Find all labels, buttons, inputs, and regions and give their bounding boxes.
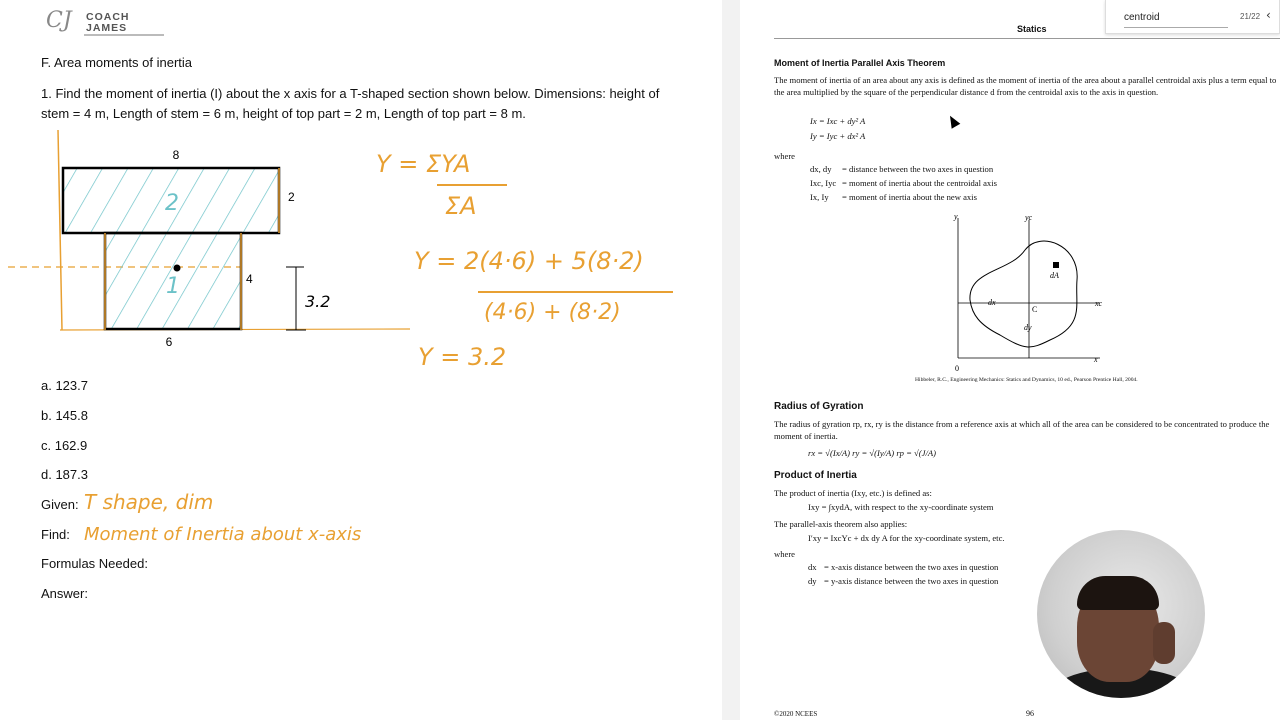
parallel-axis-figure (940, 210, 1120, 375)
fig-C: C (1032, 305, 1038, 314)
find-bar (1105, 0, 1280, 34)
choice-c: c. 162.9 (41, 438, 88, 453)
logo-monogram: CJ (46, 8, 72, 33)
find-match-count: 21/22 (1240, 12, 1261, 21)
find-previous-icon[interactable]: ‹ (1266, 8, 1271, 22)
hw-given-answer: T shape, dim (84, 490, 214, 514)
dim-stem-height: 4 (246, 272, 253, 286)
footer-copyright: ©2020 NCEES (774, 710, 818, 718)
def-sym-2: Ixc, Iyc (810, 178, 837, 188)
presenter-hand (1153, 622, 1175, 664)
hw-substitution-numerator: Y = 2(4·6) + 5(8·2) (414, 247, 644, 275)
parallel-axis-applies: The parallel-axis theorem also applies: (774, 519, 908, 529)
presenter-hair (1077, 576, 1159, 610)
hw-find-answer: Moment of Inertia about x-axis (84, 524, 362, 545)
choice-b: b. 145.8 (41, 408, 88, 423)
def2-text-2: = y-axis distance between the two axes in question (824, 576, 999, 586)
def-sym-3: Ix, Iy (810, 192, 829, 202)
page-gutter (722, 0, 740, 720)
footer-page-number: 96 (1026, 709, 1034, 718)
product-title: Product of Inertia (774, 470, 857, 481)
hw-substitution-denominator: (4·6) + (8·2) (484, 300, 621, 325)
find-label: Find: (41, 527, 70, 542)
find-input[interactable] (1124, 8, 1228, 28)
eq-ix: Ix = Ixc + dy² A (810, 116, 866, 126)
centroid-dot (174, 265, 181, 272)
fig-origin: 0 (955, 364, 959, 373)
choice-d: d. 187.3 (41, 467, 88, 482)
given-label: Given: (41, 497, 79, 512)
where-label-2: where (774, 549, 795, 559)
radius-body: The radius of gyration rp, rx, ry is the distance from a reference axis at which all of the area can be considered to be concentrated to produce the moment of inertia. (774, 419, 1270, 441)
def2-text-1: = x-axis distance between the two axes in question (824, 562, 999, 572)
fig-dy: dy (1024, 323, 1032, 332)
answer-label: Answer: (41, 586, 88, 601)
area-label-top: 2 (165, 191, 179, 216)
product-body: The product of inertia (Ixy, etc.) is defined as: (774, 488, 932, 498)
parallel-axis-eq: I′xy = IxcYc + dx dy A for the xy-coordinate system, etc. (808, 533, 1005, 543)
area-label-stem: 1 (166, 274, 180, 299)
webcam-overlay (1037, 530, 1205, 698)
fig-xc: xc (1095, 299, 1103, 308)
eq-iy: Iy = Iyc + dx² A (810, 131, 866, 141)
fig-y: y (954, 212, 958, 221)
hw-fraction-bar-1 (437, 184, 507, 186)
parallel-axis-body: The moment of inertia of an area about any axis is defined as the moment of inertia of the area about a parallel centroidal axis plus a term equal to the area multiplied by the square of the perpendicular distance d from the centroidal axis to the axis in question. (774, 75, 1277, 97)
t-section-diagram (0, 125, 420, 355)
figure-caption: Hibbeler, R.C., Engineering Mechanics: Statics and Dynamics, 10 ed., Pearson Prentice Hall, 2004. (915, 377, 1138, 383)
radius-title: Radius of Gyration (774, 401, 864, 412)
def2-sym-1: dx (808, 562, 817, 572)
fig-dx: dx (988, 298, 996, 307)
sketch-y-axis (58, 130, 62, 330)
logo-underline (84, 34, 164, 36)
dim-top-length: 8 (172, 148, 180, 162)
hw-fraction-bar-2 (478, 291, 673, 293)
hw-formula-numerator: Y = ΣYA (376, 150, 471, 178)
def2-sym-2: dy (808, 576, 817, 586)
fig-dA: dA (1050, 271, 1059, 280)
hw-result: Y = 3.2 (418, 343, 507, 371)
da-square (1053, 262, 1059, 268)
fig-yc: yc (1025, 213, 1033, 222)
dim-top-height: 2 (288, 190, 295, 204)
def-text-3: = moment of inertia about the new axis (842, 192, 977, 202)
def-text-1: = distance between the two axes in question (842, 164, 994, 174)
dim-ybar: 3.2 (305, 292, 331, 311)
def-sym-1: dx, dy (810, 164, 832, 174)
def-text-2: = moment of inertia about the centroidal axis (842, 178, 997, 188)
hw-formula-denominator: ΣA (445, 192, 477, 220)
choice-a: a. 123.7 (41, 378, 88, 393)
parallel-axis-title: Moment of Inertia Parallel Axis Theorem (774, 58, 946, 68)
logo-brand-line2: JAMES (86, 22, 128, 34)
product-eq: Ixy = ∫xydA, with respect to the xy-coordinate system (808, 502, 994, 512)
radius-eq: rx = √(Ix/A) ry = √(Iy/A) rp = √(J/A) (808, 448, 936, 458)
section-title: F. Area moments of inertia (41, 55, 193, 70)
coach-james-logo (46, 8, 166, 38)
logo-brand-line1: COACH (86, 11, 130, 23)
dim-stem-length: 6 (165, 335, 173, 349)
formulas-label: Formulas Needed: (41, 556, 148, 571)
question-text: 1. Find the moment of inertia (I) about the x axis for a T-shaped section shown below. Dimensions: height of stem = 4 m, Length of stem = 6 m, height of top part = 2 m, Length of top part = 8 m. (41, 86, 660, 121)
fig-x: x (1094, 355, 1098, 364)
where-label: where (774, 151, 795, 161)
pdf-header-title: Statics (1017, 24, 1047, 34)
pdf-header-rule (774, 38, 1280, 39)
